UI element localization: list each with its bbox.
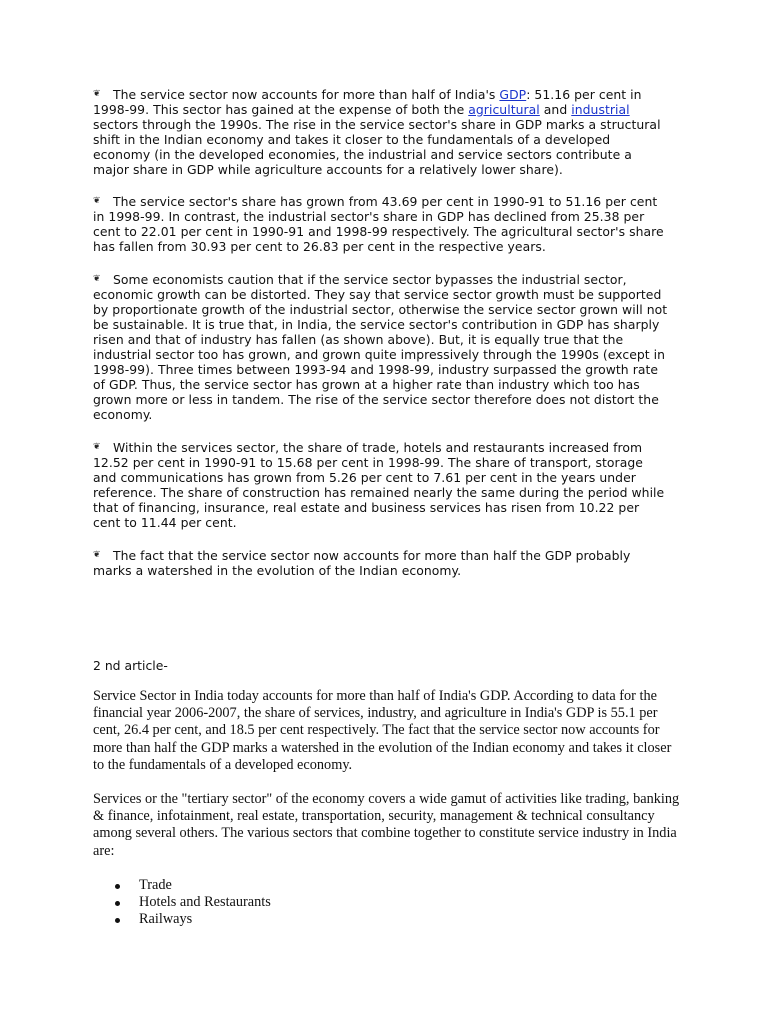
- bullet-icon: ❦: [93, 550, 101, 560]
- industrial-link[interactable]: industrial: [571, 102, 630, 117]
- article-1-paragraph-2: ❦ The service sector's share has grown from 43.69 per cent in 1990-91 to 51.16 per cent in 1998-99. In contrast, the industrial sector's share in GDP has declined from 25.38 per cent to 22.01 per cent in 1990-91 and 1998-99 respectively. The agricultural sector's share has fallen from 30.93 per cent to 26.83 per cent in the respective years.: [93, 194, 664, 254]
- bullet-dot-icon: [115, 901, 120, 906]
- gdp-link[interactable]: GDP: [499, 87, 527, 102]
- bullet-icon: ❦: [93, 274, 101, 284]
- section-separator: 2 nd article-: [93, 658, 168, 673]
- article-1-paragraph-4: ❦ Within the services sector, the share of trade, hotels and restaurants increased from 12.52 per cent in 1990-91 to 15.68 per cent in 1998-99. The share of transport, storage and communications has grown from 5.26 per cent to 7.61 per cent in the years under reference. The share of construction has remained nearly the same during the period while that of financing, insurance, real estate and business services has risen from 10.22 per cent to 11.44 per cent.: [93, 440, 665, 530]
- article-2-paragraph-1: Service Sector in India today accounts for more than half of India's GDP. According to data for the financial year 2006-2007, the share of services, industry, and agriculture in India's GDP is 55.1 per cent, 26.4 per cent, and 18.5 per cent respectively. The fact that the service sector now accounts for more than half the GDP marks a watershed in the evolution of the Indian economy and takes it closer to the fundamentals of a developed economy.: [93, 688, 672, 773]
- bullet-icon: ❦: [93, 89, 101, 99]
- list-item: Railways: [93, 911, 683, 928]
- service-sectors-list: [93, 877, 683, 929]
- bullet-dot-icon: [115, 918, 120, 923]
- bullet-icon: ❦: [93, 442, 101, 452]
- bullet-icon: ❦: [93, 196, 101, 206]
- article-1-paragraph-5: ❦ The fact that the service sector now accounts for more than half the GDP probably marks a watershed in the evolution of the Indian economy.: [93, 548, 631, 578]
- article-1: [93, 87, 668, 595]
- bullet-dot-icon: [115, 884, 120, 889]
- list-item: Trade: [93, 877, 683, 894]
- article-1-paragraph-3: ❦ Some economists caution that if the service sector bypasses the industrial sector, economic growth can be distorted. They say that service sector growth must be supported by proportionate growth of the industrial sector, otherwise the service sector grown will not be sustainable. It is true that, in India, the service sector's contribution in GDP has sharply risen and that of industry has fallen (as shown above). But, it is equally true that the industrial sector too has grown, and grown quite impressively through the 1990s (except in 1998-99). Three times between 1993-94 and 1998-99, industry surpassed the growth rate of GDP. Thus, the service sector has grown at a higher rate than industry which too has grown more or less in tandem. The rise of the service sector therefore does not distort the economy.: [93, 272, 668, 422]
- list-item: Hotels and Restaurants: [93, 894, 683, 911]
- article-2: [93, 688, 683, 928]
- agricultural-link[interactable]: agricultural: [468, 102, 540, 117]
- article-2-paragraph-2: Services or the "tertiary sector" of the economy covers a wide gamut of activities like trading, banking & finance, infotainment, real estate, transportation, security, management & technical consultancy among several others. The various sectors that combine together to constitute service industry in India are:: [93, 791, 680, 859]
- article-1-paragraph-1: ❦ The service sector now accounts for more than half of India's GDP: 51.16 per cent in 1998-99. This sector has gained at the expense of both the agricultural and industrial sectors through the 1990s. The rise in the service sector's share in GDP marks a structural shift in the Indian economy and takes it closer to the fundamentals of a developed economy (in the developed economies, the industrial and service sectors contribute a major share in GDP while agriculture accounts for a relatively lower share).: [93, 87, 661, 177]
